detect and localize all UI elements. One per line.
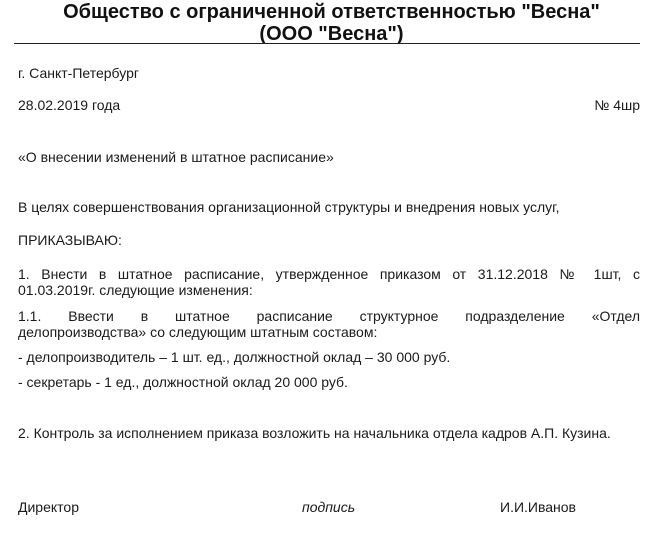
signatory-name: И.И.Иванов (500, 499, 576, 515)
item-1-line-1: 1. Внести в штатное расписание, утвержденное приказом от 31.12.2018 № 1шт, с (18, 266, 640, 282)
company-short-name: (ООО "Весна") (259, 23, 404, 45)
preamble: В целях совершенствования организационной структуры и внедрения новых услуг, (18, 199, 560, 215)
signature-placeholder: подпись (302, 499, 356, 515)
order-date: 28.02.2019 года (18, 97, 121, 113)
order-word: ПРИКАЗЫВАЮ: (18, 232, 122, 248)
order-subject: «О внесении изменений в штатное расписание» (18, 149, 334, 165)
order-number: № 4шр (594, 97, 640, 113)
item-1-1-line-1: 1.1. Ввести в штатное расписание структурное подразделение «Отдел (18, 308, 640, 324)
item-1-1-line-2: делопроизводства» со следующим штатным составом: (18, 324, 378, 340)
signature-position: Директор (18, 499, 79, 515)
city: г. Санкт-Петербург (18, 65, 139, 81)
item-1-line-2: 01.03.2019г. следующие изменения: (18, 282, 253, 298)
item-2: 2. Контроль за исполнением приказа возложить на начальника отдела кадров А.П. Кузина. (18, 425, 611, 441)
position-item: - делопроизводитель – 1 шт. ед., должностной оклад – 30 000 руб. (18, 349, 451, 365)
header-divider (14, 43, 640, 44)
position-item: - секретарь - 1 ед., должностной оклад 20 000 руб. (18, 374, 348, 390)
company-full-name: Общество с ограниченной ответственностью "Весна" (63, 1, 600, 23)
document-header (0, 0, 663, 45)
